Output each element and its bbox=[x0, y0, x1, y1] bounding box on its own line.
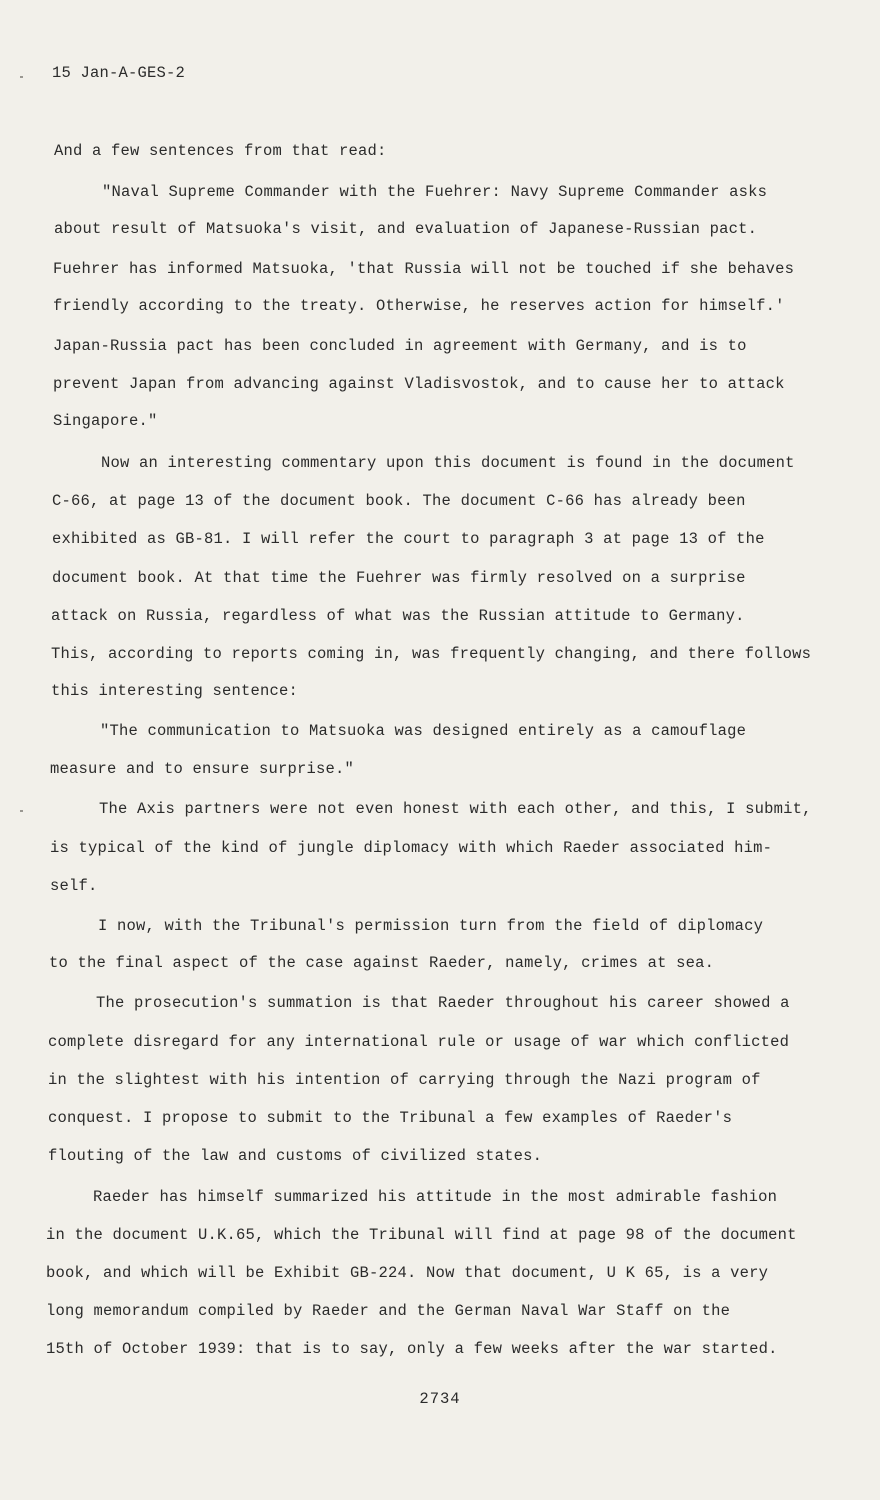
text-line: document book. At that time the Fuehrer was firmly resolved on a surprise bbox=[52, 569, 746, 587]
text-line: The Axis partners were not even honest with each other, and this, I submit, bbox=[99, 800, 812, 818]
document-reference: 15 Jan-A-GES-2 bbox=[52, 64, 186, 82]
text-line: conquest. I propose to submit to the Tribunal a few examples of Raeder's bbox=[48, 1109, 733, 1127]
text-line: about result of Matsuoka's visit, and evaluation of Japanese-Russian pact. bbox=[54, 220, 758, 238]
text-line: "Naval Supreme Commander with the Fuehrer: Navy Supreme Commander asks bbox=[102, 183, 768, 201]
text-line: complete disregard for any international rule or usage of war which conflicted bbox=[48, 1033, 790, 1051]
margin-mark bbox=[20, 810, 23, 812]
text-line: to the final aspect of the case against Raeder, namely, crimes at sea. bbox=[49, 954, 715, 972]
text-line: The prosecution's summation is that Raeder throughout his career showed a bbox=[96, 994, 790, 1012]
margin-mark bbox=[20, 76, 23, 78]
text-line: long memorandum compiled by Raeder and the German Naval War Staff on the bbox=[46, 1302, 731, 1320]
text-line: I now, with the Tribunal's permission turn from the field of diplomacy bbox=[98, 917, 764, 935]
text-line: in the slightest with his intention of carrying through the Nazi program of bbox=[48, 1071, 761, 1089]
text-line: Singapore." bbox=[53, 412, 158, 430]
text-line: "The communication to Matsuoka was designed entirely as a camouflage bbox=[100, 722, 747, 740]
text-line: This, according to reports coming in, was frequently changing, and there follows bbox=[51, 645, 812, 663]
text-line: measure and to ensure surprise." bbox=[50, 760, 355, 778]
text-line: C-66, at page 13 of the document book. The document C-66 has already been bbox=[52, 492, 746, 510]
text-line: is typical of the kind of jungle diplomacy with which Raeder associated him- bbox=[50, 839, 773, 857]
text-line: exhibited as GB-81. I will refer the court to paragraph 3 at page 13 of the bbox=[52, 530, 765, 548]
text-line: 15th of October 1939: that is to say, only a few weeks after the war started. bbox=[46, 1340, 778, 1358]
text-line: And a few sentences from that read: bbox=[54, 142, 387, 160]
text-line: self. bbox=[50, 877, 98, 895]
text-line: attack on Russia, regardless of what was the Russian attitude to Germany. bbox=[51, 607, 745, 625]
text-line: Fuehrer has informed Matsuoka, 'that Russia will not be touched if she behaves bbox=[53, 260, 795, 278]
text-line: Raeder has himself summarized his attitude in the most admirable fashion bbox=[93, 1188, 778, 1206]
text-line: book, and which will be Exhibit GB-224. Now that document, U K 65, is a very bbox=[46, 1264, 769, 1282]
text-line: friendly according to the treaty. Otherwise, he reserves action for himself.' bbox=[53, 297, 785, 315]
text-line: flouting of the law and customs of civilized states. bbox=[48, 1147, 543, 1165]
text-line: this interesting sentence: bbox=[51, 682, 299, 700]
text-line: Japan-Russia pact has been concluded in agreement with Germany, and is to bbox=[53, 337, 747, 355]
page-number: 2734 bbox=[419, 1390, 461, 1408]
text-line: in the document U.K.65, which the Tribunal will find at page 98 of the document bbox=[46, 1226, 797, 1244]
text-line: prevent Japan from advancing against Vladisvostok, and to cause her to attack bbox=[53, 375, 785, 393]
text-line: Now an interesting commentary upon this document is found in the document bbox=[101, 454, 795, 472]
